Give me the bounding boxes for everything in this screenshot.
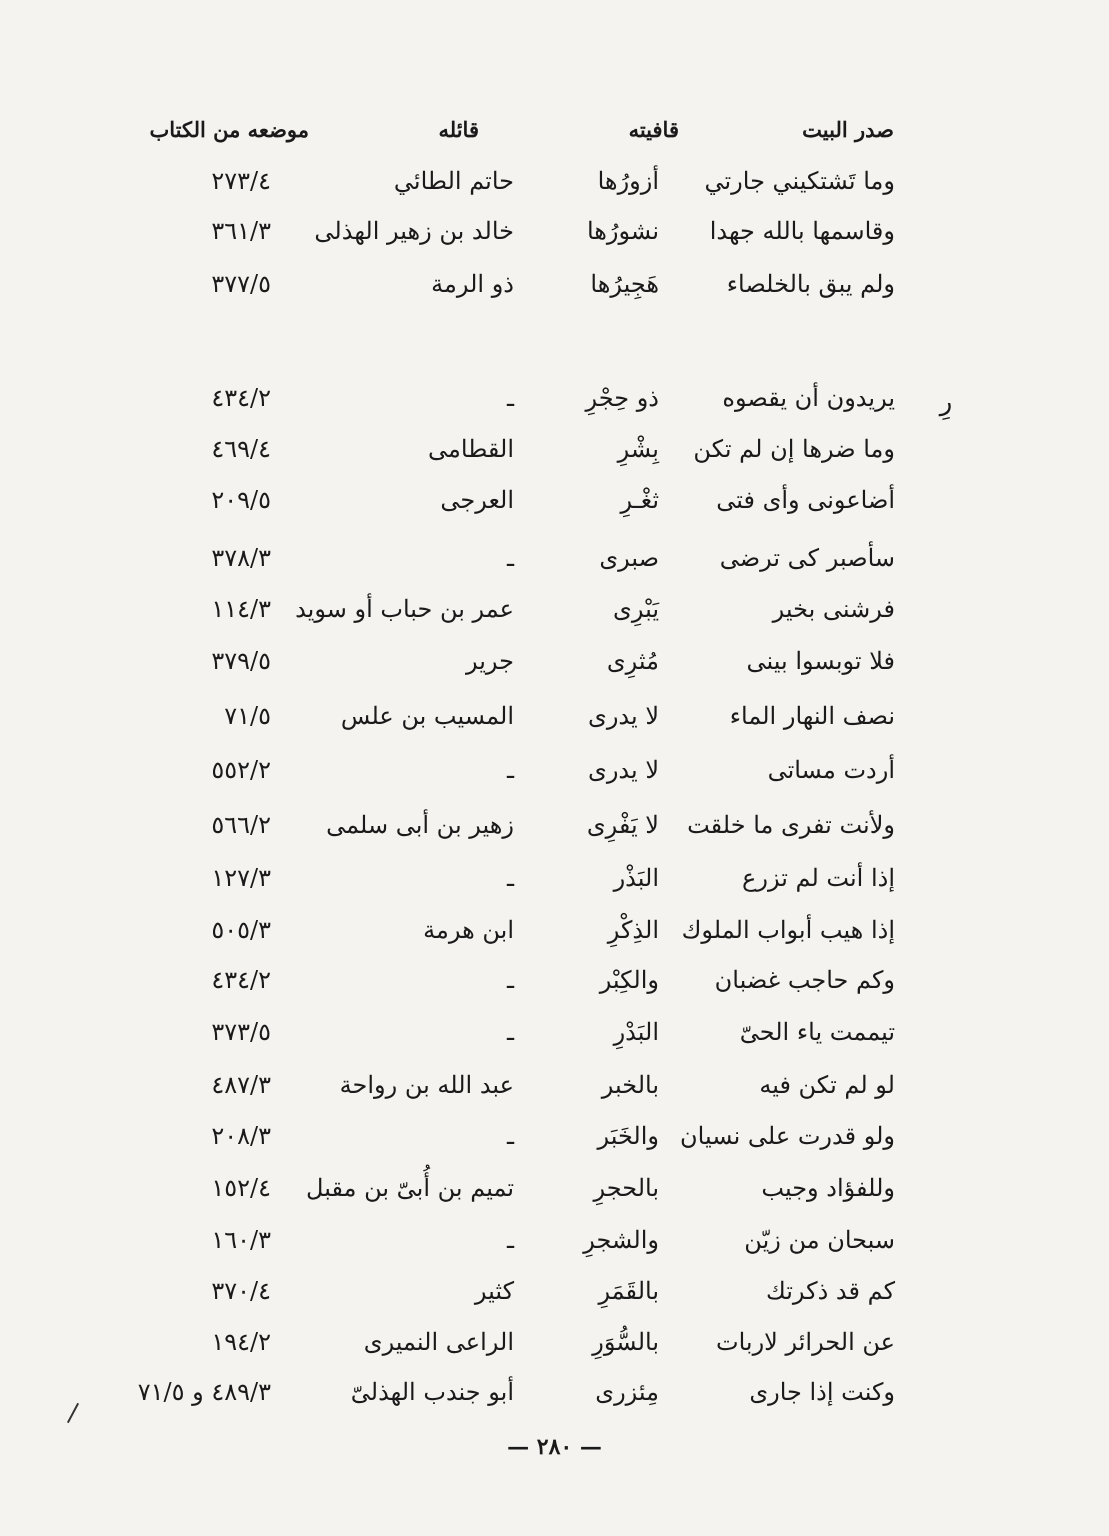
verse-cell: نصف النهار الماء (729, 702, 895, 730)
poet-cell: الراعى النميرى (363, 1328, 514, 1356)
table-row (0, 1166, 1109, 1210)
location-cell: ٣٧٣/٥ (211, 1018, 271, 1046)
poet-cell: خالد بن زهير الهذلى (314, 217, 514, 245)
table-row (0, 376, 1109, 420)
table-row (0, 1269, 1109, 1313)
verse-cell: أضاعونى وأى فتى (716, 486, 895, 514)
rhyme-cell: أزورُها (597, 167, 659, 195)
rhyme-cell: بالقَمَرِ (598, 1277, 659, 1305)
rhyme-cell: والشجرِ (583, 1226, 659, 1254)
poet-cell: أبو جندب الهذلىّ (350, 1378, 514, 1406)
location-cell: ١٢٧/٣ (211, 864, 271, 892)
rhyme-cell: والكِبْر (599, 966, 659, 994)
poet-cell: تميم بن أُبىّ بن مقبل (306, 1174, 514, 1202)
table-row (0, 639, 1109, 683)
rhyme-cell: بالسُّوَرِ (592, 1328, 659, 1356)
table-row (0, 1320, 1109, 1364)
verse-cell: وقاسمها بالله جهدا (709, 217, 895, 245)
verse-cell: فلا توبسوا بينى (746, 647, 895, 675)
rhyme-cell: يَبْرِى (613, 595, 659, 623)
verse-cell: ولأنت تفرى ما خلقت (687, 811, 895, 839)
header-verse: صدر البيت (802, 117, 894, 142)
rhyme-cell: نشورُها (586, 217, 659, 245)
verse-cell: يريدون أن يقصوه (722, 384, 895, 412)
rhyme-cell: ذو حِجْرِ (585, 384, 659, 412)
table-row (0, 478, 1109, 522)
poet-cell: ذو الرمة (431, 270, 514, 298)
poet-cell: ـ (506, 864, 514, 892)
table-row (0, 958, 1109, 1002)
rhyme-cell: صبرى (599, 544, 659, 572)
location-cell: ٣٧٠/٤ (211, 1277, 271, 1305)
location-cell: ٥٠٥/٣ (211, 916, 271, 944)
poet-cell: عمر بن حباب أو سويد (295, 595, 514, 623)
poet-cell: ـ (506, 1226, 514, 1254)
table-row (0, 908, 1109, 952)
poet-cell: عبد الله بن رواحة (339, 1071, 514, 1099)
rhyme-cell: لا يَفْرِى (586, 811, 659, 839)
location-cell: ٤٨٧/٣ (211, 1071, 271, 1099)
rhyme-cell: مِئزرى (595, 1378, 659, 1406)
location-cell: ١١٤/٣ (211, 595, 271, 623)
section-letter: رِ (939, 387, 953, 417)
rhyme-cell: الذِكْرِ (607, 916, 659, 944)
location-cell: ٤٣٤/٢ (211, 384, 271, 412)
location-cell: ٤٨٩/٣ و ٧١/٥ (137, 1378, 271, 1406)
poet-cell: القطامى (428, 435, 514, 463)
verse-cell: ولو قدرت على نسيان (680, 1122, 895, 1150)
rhyme-cell: بالخبر (601, 1071, 659, 1099)
location-cell: ٣٧٧/٥ (211, 270, 271, 298)
poet-cell: جرير (466, 647, 514, 675)
rhyme-cell: بِشْرِ (617, 435, 659, 463)
page-number: — ٢٨٠ — (507, 1434, 602, 1460)
poet-cell: ـ (506, 1018, 514, 1046)
verse-cell: تيممت ياء الحىّ (739, 1018, 895, 1046)
table-row (0, 748, 1109, 792)
rhyme-cell: لا يدرى (588, 756, 659, 784)
header-poet: قائله (438, 117, 479, 142)
location-cell: ٣٧٩/٥ (211, 647, 271, 675)
location-cell: ٥٥٢/٢ (211, 756, 271, 784)
location-cell: ٢٧٣/٤ (211, 167, 271, 195)
table-row (0, 587, 1109, 631)
table-row (0, 1010, 1109, 1054)
location-cell: ٤٣٤/٢ (211, 966, 271, 994)
rhyme-cell: والخَبَر (597, 1122, 659, 1150)
poet-cell: ـ (506, 544, 514, 572)
verse-cell: وكم حاجب غضبان (714, 966, 895, 994)
table-row (0, 262, 1109, 306)
verse-cell: أردت مساتى (767, 756, 895, 784)
poet-cell: ـ (506, 384, 514, 412)
rhyme-cell: ثغْـرِ (620, 486, 659, 514)
table-row (0, 856, 1109, 900)
table-row (0, 1218, 1109, 1262)
location-cell: ٤٦٩/٤ (211, 435, 271, 463)
rhyme-cell: البَدْرِ (613, 1018, 659, 1046)
verse-cell: سبحان من زيّن (744, 1226, 895, 1254)
location-cell: ٥٦٦/٢ (211, 811, 271, 839)
poet-cell: ـ (506, 966, 514, 994)
poet-cell: المسيب بن علس (340, 702, 514, 730)
location-cell: ٢٠٨/٣ (211, 1122, 271, 1150)
table-row (0, 536, 1109, 580)
header-rhyme: قافيته (628, 117, 679, 142)
verse-cell: وما تَشتكيني جارتي (704, 167, 895, 195)
verse-cell: سأصبر كى ترضى (719, 544, 895, 572)
verse-cell: وللفؤاد وجيب (761, 1174, 895, 1202)
location-cell: ٧١/٥ (224, 702, 271, 730)
verse-cell: وكنت إذا جارى (749, 1378, 895, 1406)
table-row (0, 159, 1109, 203)
table-header (0, 108, 1109, 152)
table-row (0, 427, 1109, 471)
table-row (0, 1370, 1109, 1414)
poet-cell: كثير (474, 1277, 514, 1305)
location-cell: ١٥٢/٤ (211, 1174, 271, 1202)
verse-cell: فرشنى بخير (772, 595, 895, 623)
poet-cell: ـ (506, 756, 514, 784)
table-row (0, 803, 1109, 847)
rhyme-cell: البَذْر (613, 864, 659, 892)
header-location: موضعه من الكتاب (149, 117, 309, 142)
poet-cell: حاتم الطائي (393, 167, 514, 195)
rhyme-cell: هَجِيرُها (590, 270, 659, 298)
location-cell: ٢٠٩/٥ (211, 486, 271, 514)
table-row (0, 694, 1109, 738)
location-cell: ١٩٤/٢ (211, 1328, 271, 1356)
poet-cell: زهير بن أبى سلمى (326, 811, 514, 839)
verse-cell: وما ضرها إن لم تكن (693, 435, 895, 463)
verse-cell: كم قد ذكرتك (766, 1277, 895, 1305)
verse-cell: لو لم تكن فيه (759, 1071, 895, 1099)
poet-cell: ـ (506, 1122, 514, 1150)
table-row (0, 1063, 1109, 1107)
rhyme-cell: لا يدرى (588, 702, 659, 730)
location-cell: ١٦٠/٣ (211, 1226, 271, 1254)
table-row (0, 209, 1109, 253)
poet-cell: ابن هرمة (423, 916, 514, 944)
rhyme-cell: مُثرِى (606, 647, 659, 675)
location-cell: ٣٧٨/٣ (211, 544, 271, 572)
poet-cell: العرجى (440, 486, 514, 514)
rhyme-cell: بالحجرِ (593, 1174, 659, 1202)
location-cell: ٣٦١/٣ (211, 217, 271, 245)
verse-cell: إذا أنت لم تزرع (742, 864, 895, 892)
verse-cell: ولم يبق بالخلصاء (726, 270, 895, 298)
table-row (0, 1114, 1109, 1158)
verse-cell: عن الحرائر لاربات (715, 1328, 895, 1356)
verse-cell: إذا هيب أبواب الملوك (681, 916, 895, 944)
